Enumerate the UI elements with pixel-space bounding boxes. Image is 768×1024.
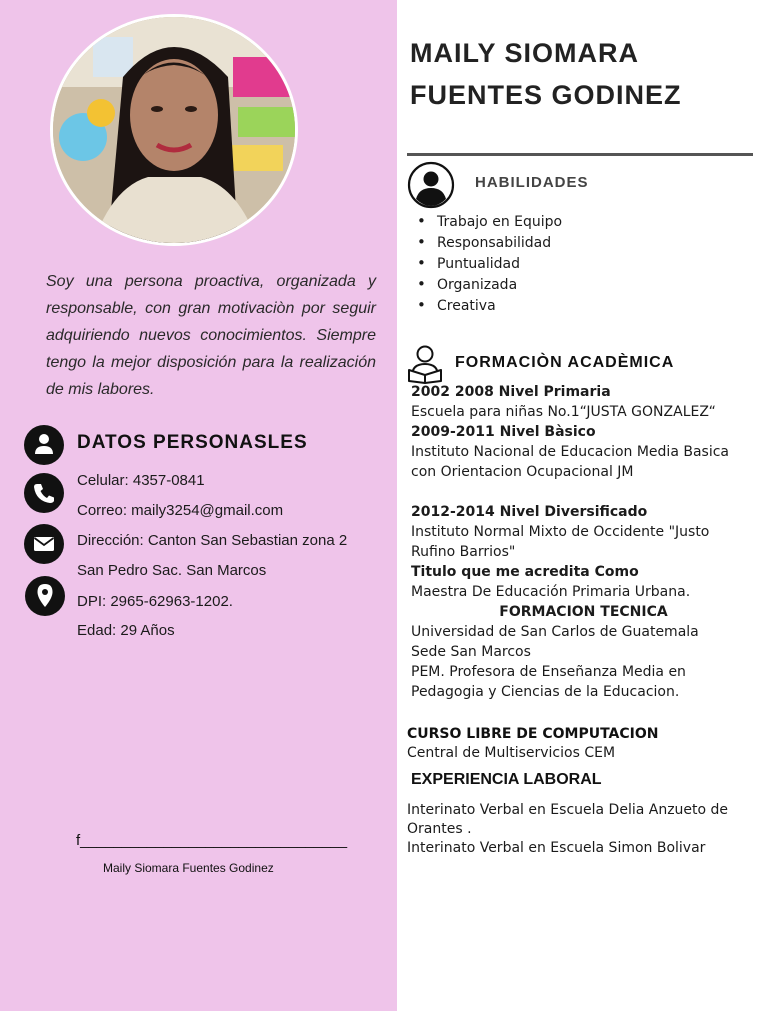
dpi-text: DPI: 2965-62963-1202.: [77, 593, 233, 610]
habilidades-title: HABILIDADES: [475, 174, 589, 191]
signature-line: f________________________________: [76, 832, 348, 849]
skill-item: • Responsabilidad: [417, 232, 562, 253]
person-icon: [24, 425, 64, 465]
experiencia-item: Interinato Verbal en Escuela Delia Anzueto de Orantes .: [407, 802, 729, 837]
diversificado-school: Instituto Normal Mixto de Occidente "Justo Rufino Barrios": [411, 524, 710, 560]
edad-text: Edad: 29 Años: [77, 622, 175, 639]
titulo-value: Maestra De Educación Primaria Urbana.: [411, 584, 691, 600]
mail-icon: [24, 524, 64, 564]
celular-text: Celular: 4357-0841: [77, 472, 205, 489]
formacion-title: FORMACIÒN ACADÈMICA: [455, 354, 675, 371]
tecnica-title: FORMACION TECNICA: [499, 604, 668, 620]
skill-item: • Organizada: [417, 274, 562, 295]
diversificado-title: 2012-2014 Nivel Diversificado: [411, 504, 648, 520]
direccion-line-1: Dirección: Canton San Sebastian zona 2: [77, 532, 348, 549]
user-circle-icon: [407, 161, 455, 209]
signature-name: Maily Siomara Fuentes Godinez: [103, 861, 274, 875]
skill-item: • Puntualidad: [417, 253, 562, 274]
experiencia-title: EXPERIENCIA LABORAL: [411, 771, 602, 788]
skill-item: • Trabajo en Equipo: [417, 211, 562, 232]
skill-item: • Creativa: [417, 295, 562, 316]
header-divider: [407, 153, 753, 156]
phone-icon: [24, 473, 64, 513]
tecnica-line-3: PEM. Profesora de Enseñanza Media en Pedagogia y Ciencias de la Educacion.: [411, 664, 686, 700]
name-line-1: MAILY SIOMARA: [410, 38, 640, 68]
spacer: [411, 482, 756, 502]
datos-personales-title: DATOS PERSONASLES: [77, 432, 308, 453]
primaria-title: 2002 2008 Nivel Primaria: [411, 384, 611, 400]
profile-photo: [50, 14, 298, 246]
profile-summary: Soy una persona proactiva, organizada y responsable, con gran motivaciòn por seguir adquiriendo nuevos conocimientos. Siempre tengo la mejor disposición para la realización de mis labores.: [46, 273, 376, 398]
curso-title: CURSO LIBRE DE COMPUTACION: [407, 726, 659, 742]
tecnica-line-1: Universidad de San Carlos de Guatemala: [411, 624, 699, 640]
location-pin-icon: [25, 576, 65, 616]
basico-school: Instituto Nacional de Educacion Media Basica con Orientacion Ocupacional JM: [411, 444, 729, 480]
experiencia-item: Interinato Verbal en Escuela Simon Bolivar: [407, 840, 706, 856]
experiencia-content: [407, 801, 755, 858]
primaria-school: Escuela para niñas No.1“JUSTA GONZALEZ“: [411, 404, 716, 420]
titulo-label: Titulo que me acredita Como: [411, 564, 639, 580]
student-reading-icon: [406, 344, 444, 384]
curso-text: Central de Multiservicios CEM: [407, 745, 616, 761]
person-name: [410, 32, 750, 116]
formacion-content: [411, 382, 756, 702]
tecnica-line-2: Sede San Marcos: [411, 644, 531, 660]
basico-title: 2009-2011 Nivel Bàsico: [411, 424, 596, 440]
skills-list: [417, 211, 562, 316]
correo-text: Correo: maily3254@gmail.com: [77, 502, 284, 519]
name-line-2: FUENTES GODINEZ: [410, 80, 682, 110]
direccion-line-2: San Pedro Sac. San Marcos: [77, 562, 267, 579]
